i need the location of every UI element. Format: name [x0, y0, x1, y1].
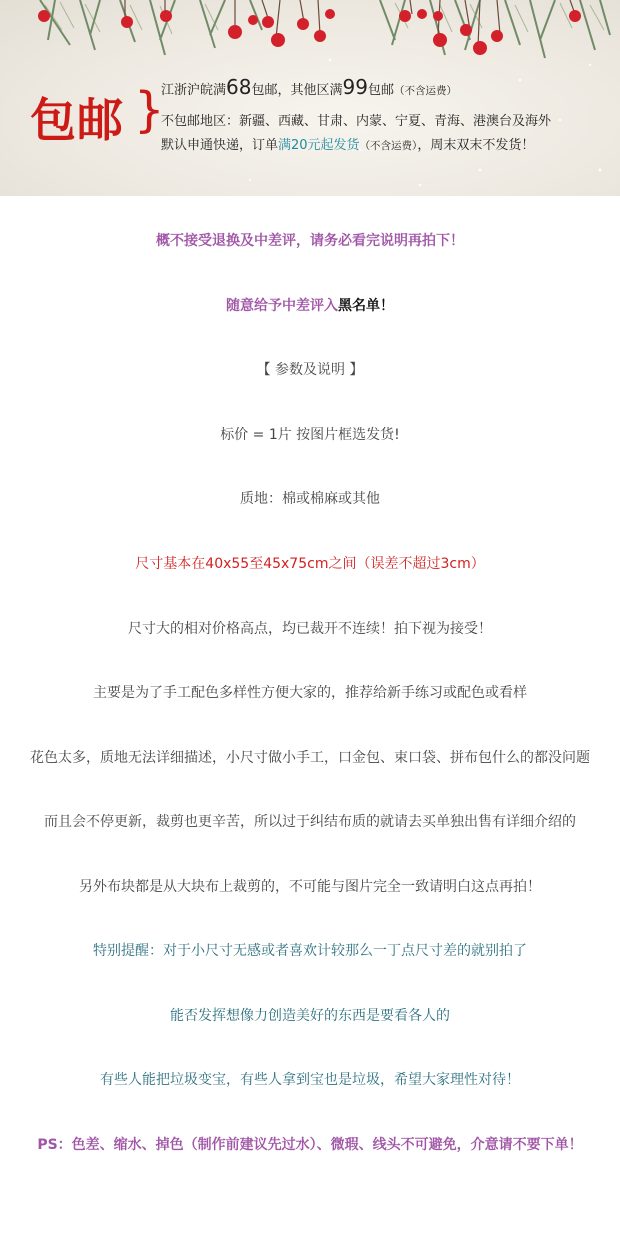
special-reminder: 特别提醒：对于小尺寸无感或者喜欢计较那么一丁点尺寸差的就别拍了	[93, 943, 527, 959]
line1-note: （不含运费）	[393, 85, 457, 97]
ps-disclaimer: PS：色差、缩水、掉色（制作前建议先过水）、微瑕、线头不可避免，介意请不要下单！	[37, 1137, 583, 1153]
line1-text-a: 江浙沪皖满	[161, 83, 227, 98]
section-heading-params: 【 参数及说明 】	[256, 362, 364, 378]
large-size-note: 尺寸大的相对价格高点，均已裁开不连续！拍下视为接受！	[128, 621, 492, 637]
brace-decoration: }	[134, 82, 165, 138]
material-info: 质地：棉或棉麻或其他	[240, 491, 380, 507]
line3-text-a: 默认申通快递，订单	[161, 138, 279, 153]
line1-number-99: 99	[342, 75, 368, 99]
blacklist-emphasis: 黑名单！	[338, 298, 394, 314]
shipping-line-3	[161, 134, 534, 153]
price-info: 标价 = 1片 按图片框选发货!	[220, 427, 400, 443]
size-info: 尺寸基本在40x55至45x75cm之间（误差不超过3cm）	[135, 556, 485, 572]
free-shipping-title: 包邮	[30, 93, 124, 147]
cutting-note: 另外布块都是从大块布上裁剪的，不可能与图片完全一致请明白这点再拍！	[79, 879, 541, 895]
line3-note: （不含运费）	[359, 140, 418, 152]
pattern-note: 花色太多，质地无法详细描述，小尺寸做小手工，口金包、束口袋、拼布包什么的都没问题	[30, 750, 590, 766]
line3-text-b: ，周末双末不发货！	[417, 138, 535, 153]
shipping-line-2: 不包邮地区：新疆、西藏、甘肃、内蒙、宁夏、青海、港澳台及海外	[161, 114, 552, 129]
blacklist-text: 随意给予中差评入	[226, 298, 338, 314]
purpose-note: 主要是为了手工配色多样性方便大家的，推荐给新手练习或配色或看样	[93, 685, 527, 701]
line1-number-68: 68	[226, 75, 252, 99]
shipping-line-1	[161, 75, 457, 99]
notice-no-returns: 概不接受退换及中差评，请务必看完说明再拍下！	[156, 233, 464, 249]
shipping-banner	[0, 0, 620, 196]
rational-note: 有些人能把垃圾变宝，有些人拿到宝也是垃圾，希望大家理性对待！	[100, 1072, 520, 1088]
line1-text-b: 包邮，其他区满	[251, 83, 343, 98]
imagination-note: 能否发挥想像力创造美好的东西是要看各人的	[170, 1008, 450, 1024]
update-note: 而且会不停更新，裁剪也更辛苦，所以过于纠结布质的就请去买单独出售有详细介绍的	[44, 814, 576, 830]
line1-text-c: 包邮	[367, 83, 394, 98]
notice-blacklist	[0, 296, 620, 316]
line3-highlight: 满20元起发货	[278, 138, 360, 153]
